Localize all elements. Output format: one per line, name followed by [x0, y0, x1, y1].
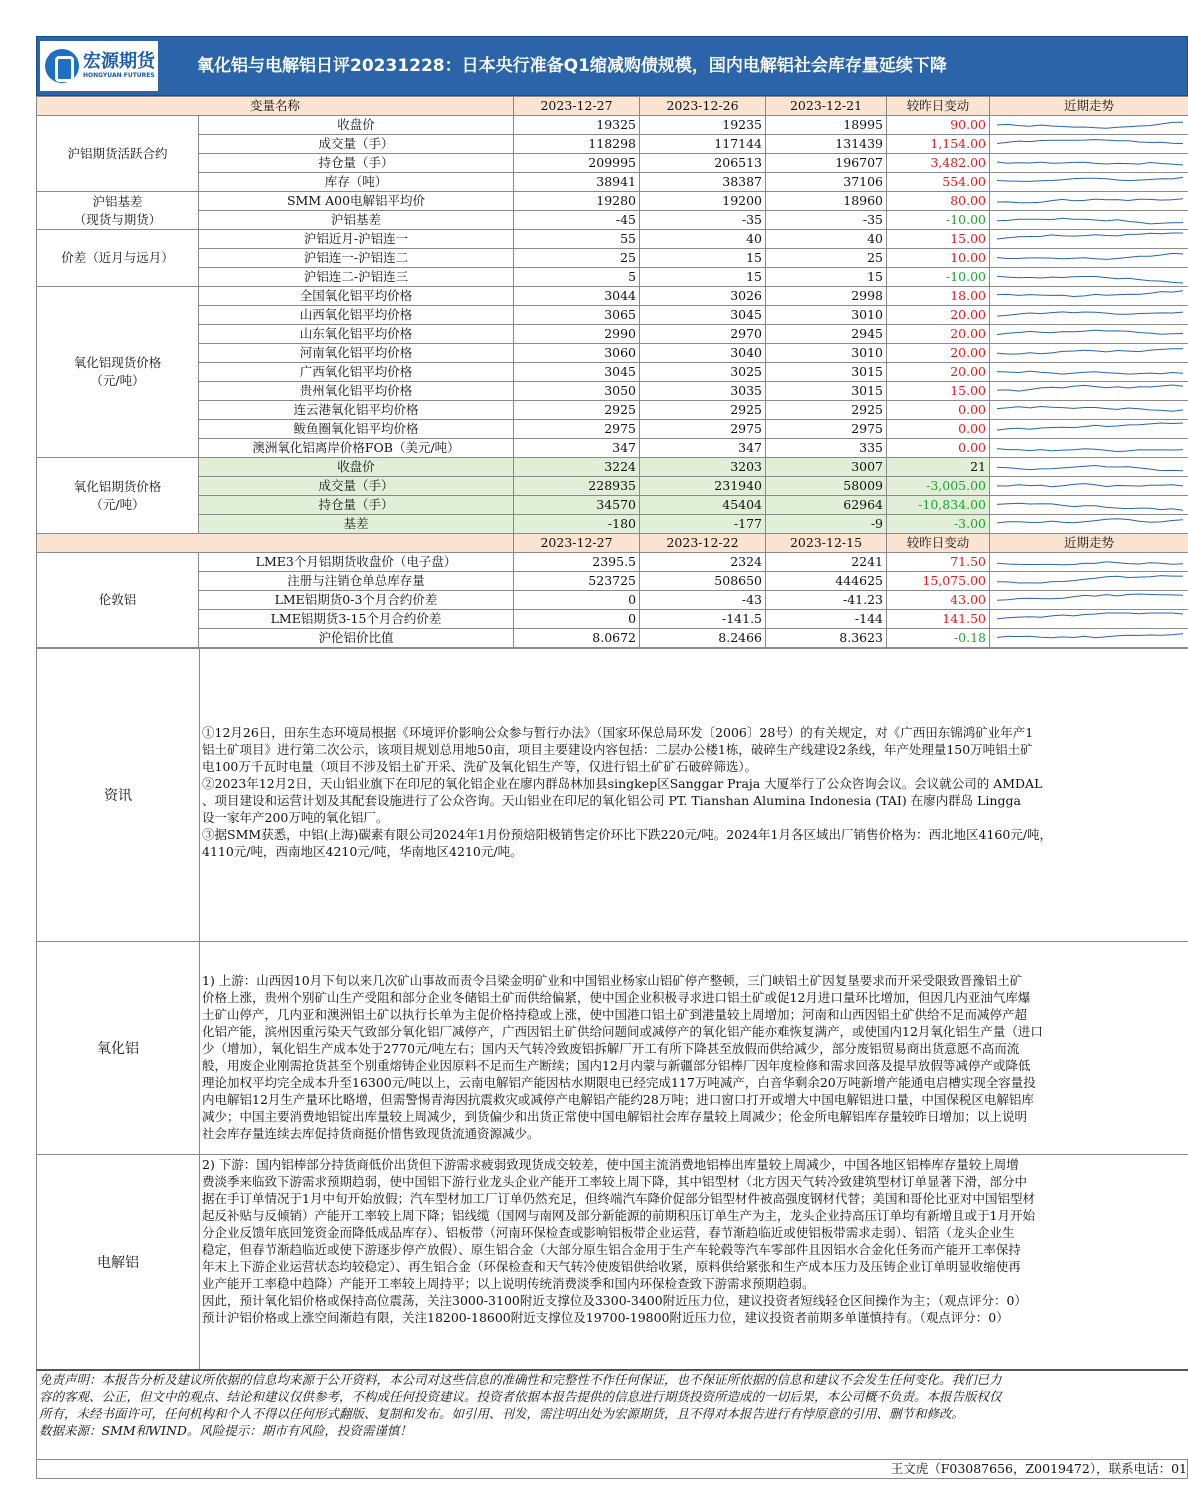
value-cell: 0: [514, 610, 640, 629]
news-text: ①12月26日，田东生态环境局根据《环境评价影响公众参与暂行办法》（国家环保总局环发〔2006〕28号）的有关规定，对《广西田东锦鸿矿业年产1 铝土矿项目》进行第二次公示，该项目规划总用地50亩，项目主要建设内容包括：二层办公楼1栋，破碎生产线建设2条线，年产处理量150万吨铝土矿 电100万千瓦时电量（项目不涉及铝土矿开采、洗矿及氧化铝生产等，仅进行铝土矿矿石破碎筛选）。 ②2023年12月2日，天山铝业旗下在印尼的氧化铝企业在廖内群岛林加县singkep区Sanggar Praja 大厦举行了公众咨询会议。会议就公司的 AMDAL 、项目建设和运营计划及其配套设施进行了公众咨询。天山铝业在印尼的氧化铝公司 PT. Tianshan Alumina Indonesia (TAI) 在廖内群岛 Lingga 设一家年产200万吨的氧化铝厂。 ③据SMM获悉，中铝(上海)碳素有限公司2024年1月份预焙阳极销售定价环比下跌220元/吨。2024年1月各区域出厂销售价格为：西北地区4160元/吨， 4110元/吨，西南地区4210元/吨，华南地区4210元/吨。: [202, 725, 1053, 859]
value-cell: -35: [640, 211, 766, 230]
value-cell: 55: [514, 230, 640, 249]
trend-sparkline: [993, 268, 1188, 286]
report-title: 氧化铝与电解铝日评20231228：日本央行准备Q1缩减购债规模，国内电解铝社会库存量延续下降: [197, 56, 947, 76]
value-cell: 38387: [640, 173, 766, 192]
table-row: [37, 306, 1188, 325]
row-label: 山西氧化铝平均价格: [199, 306, 514, 325]
value-cell: 3010: [766, 306, 887, 325]
alumina-text-box: [200, 942, 1188, 1154]
value-cell: 3025: [640, 363, 766, 382]
value-cell: 3015: [766, 363, 887, 382]
table-row: [37, 249, 1188, 268]
group-label: 价差（近月与远月）: [37, 230, 199, 287]
value-cell: 37106: [766, 173, 887, 192]
table-row: [37, 515, 1188, 534]
table-row: [37, 477, 1188, 496]
trend-cell: [990, 230, 1188, 249]
table-row: [37, 116, 1188, 135]
trend-cell: [990, 306, 1188, 325]
trend-sparkline: [993, 344, 1188, 362]
trend-line: [997, 594, 1183, 600]
change-cell: 554.00: [887, 173, 990, 192]
trend-cell: [990, 287, 1188, 306]
change-cell: 15.00: [887, 230, 990, 249]
group-label: 氧化铝期货价格 （元/吨）: [37, 458, 199, 534]
value-cell: 2990: [514, 325, 640, 344]
value-cell: -144: [766, 610, 887, 629]
disclaimer: 免责声明：本报告分析及建议所依据的信息均来源于公开资料，本公司对这些信息的准确性和完整性不作任何保证，也不保证所依据的信息和建议不会发生任何变化。我们已力 容的客观、公正，但文中的观点、结论和建议仅供参考，不构成任何投资建议。投资者依据本报告提供的信息进行期货投资所造成的一切后果，本公司概不负责。本报告版权仅 所有，未经书面许可，任何机构和个人不得以任何形式翻版、复制和发布。如引用、刊发，需注明出处为宏源期货，且不得对本报告进行有悖原意的引用、删节和修改。 数据来源：SMM和WIND。风险提示：期市有风险，投资需谨慎！: [36, 1369, 1188, 1460]
value-cell: 3026: [640, 287, 766, 306]
value-cell: 3044: [514, 287, 640, 306]
header-cell: 较昨日变动: [887, 534, 990, 553]
trend-sparkline: [993, 610, 1188, 628]
trend-cell: [990, 249, 1188, 268]
electrolytic-text: 2) 下游：国内铝棒部分持货商低价出货但下游需求疲弱致现货成交较差，使中国主流消费地铝棒出库量较上周减少，中国各地区铝棒库存量较上周增 费淡季来临致下游需求预期趋弱，使中国铝下游行业龙头企业产能开工率较上周下降，其中铝型材（北方因天气转冷致建筑型材订单显著下滑，部分中 据在手订单情况于1月中旬开始放假；汽车型材加工厂订单仍然充足，但终端汽车降价促部分铝型材件被高强度钢材代替；美国和哥伦比亚对中国铝型材 起反补贴与反倾销）产能开工率较上周下降；铝线缆（国网与南网及部分新能源的前期积压订单生产为主，龙头企业持高压订单均有新增且或于1月开始 分企业反馈年底回笼资金而降低成品库存）、铝板带（河南环保检查或影响铝板带企业运营，春节渐趋临近或使铝板带需求走弱）、铝箔（龙头企业生 稳定，但春节渐趋临近或使下游逐步停产放假）、原生铝合金（大部分原生铝合金用于生产车轮毂等汽车零部件且因铝水合金化任务而产能开工率保持 年末上下游企业运营状态均较稳定）、再生铝合金（环保检查和天气转冷使废铝供给收紧，原料供给紧张和生产成本压力及压铸企业订单明显收缩使再 业产能开工率稳中趋降）产能开工率较上周持平；以上说明传统消费淡季和国内环保检查致下游需求预期趋弱。 因此，预计氧化铝价格或保持高位震荡，关注3000-3100附近支撑位及3300-3400附近压力位，建议投资者短线轻仓区间操作为主；（观点评分：0） 预计沪铝价格或上涨空间渐趋有限，关注18200-18600附近支撑位及19700-19800附近压力位，建议投资者前期多单谨慎持有。（观点评分：0）: [202, 1157, 1035, 1325]
value-cell: -35: [766, 211, 887, 230]
value-cell: 444625: [766, 572, 887, 591]
row-label: 广西氧化铝平均价格: [199, 363, 514, 382]
row-label: 成交量（手）: [199, 477, 514, 496]
table-row: [37, 458, 1188, 477]
trend-sparkline: [993, 420, 1188, 438]
header-cell: 2023-12-26: [640, 97, 766, 116]
table-row: [37, 591, 1188, 610]
group-label: 伦敦铝: [37, 553, 199, 648]
value-cell: 3035: [640, 382, 766, 401]
electrolytic-text-box: [200, 1155, 1188, 1369]
trend-cell: [990, 268, 1188, 287]
value-cell: 2395.5: [514, 553, 640, 572]
trend-line: [997, 385, 1183, 391]
trend-cell: [990, 382, 1188, 401]
value-cell: -41.23: [766, 591, 887, 610]
trend-line: [997, 423, 1183, 430]
trend-sparkline: [993, 230, 1188, 248]
trend-sparkline: [993, 401, 1188, 419]
row-label: 成交量（手）: [199, 135, 514, 154]
header-cell: 较昨日变动: [887, 97, 990, 116]
value-cell: 34570: [514, 496, 640, 515]
analyst-signature: 王文虎（F03087656，Z0019472），联系电话：01: [36, 1460, 1188, 1479]
change-cell: -3.00: [887, 515, 990, 534]
row-label: 贵州氧化铝平均价格: [199, 382, 514, 401]
row-label: 连云港氧化铝平均价格: [199, 401, 514, 420]
change-cell: 0.00: [887, 420, 990, 439]
trend-sparkline: [993, 287, 1188, 305]
value-cell: 8.0672: [514, 629, 640, 648]
electrolytic-label: 电解铝: [37, 1155, 200, 1369]
change-cell: -10.00: [887, 211, 990, 230]
value-cell: 15: [640, 249, 766, 268]
trend-cell: [990, 572, 1188, 591]
trend-line: [997, 218, 1183, 224]
trend-cell: [990, 401, 1188, 420]
trend-line: [997, 449, 1183, 452]
trend-line: [997, 576, 1183, 583]
header-cell: 近期走势: [990, 97, 1188, 116]
trend-line: [997, 312, 1183, 316]
value-cell: -43: [640, 591, 766, 610]
trend-cell: [990, 496, 1188, 515]
trend-sparkline: [993, 116, 1188, 134]
change-cell: 0.00: [887, 401, 990, 420]
trend-cell: [990, 553, 1188, 572]
alumina-text: 1) 上游：山西因10月下旬以来几次矿山事故而责令吕梁金明矿业和中国铝业杨家山铝矿停产整顿，三门峡铝土矿因复垦要求而开采受限致晋豫铝土矿 价格上涨，贵州个别矿山生产受阻和部分企业冬储铝土矿而供给偏紧，使中国企业积极寻求进口铝土矿或促12月进口量环比增加，但因几内亚油气库爆 土矿山停产，几内亚和澳洲铝土矿以执行长单为主促价格持稳或上涨，使中国港口铝土矿到港量较上周增加；河南和山西因铝土矿供给不足而减停产超 化铝产能，滨州因重污染天气致部分氧化铝厂减停产，广西因铝土矿供给问题间或减停产的氧化铝产能亦难恢复满产，或使国内12月氧化铝生产量（进口 少（增加），氧化铝生产成本处于2770元/吨左右；国内天气转冷致废铝拆解厂开工有所下降甚至放假而供给减少，部分废铝贸易商出货意愿不高而流 般，用废企业刚需抢货甚至个别重熔铸企业因原料不足而生产断续；国内12月内蒙与新疆部分铝棒厂因年度检修和需求回落及提早放假等减停产或降低 理论加权平均完全成本升至16300元/吨以上，云南电解铝产能因枯水期限电已经完成117万吨减产，白音华剩余20万吨新增产能通电启槽实现全容量投 内电解铝12月生产量环比略增，但需警惕青海因抗震救灾或减停产电解铝产能约28万吨；进口窗口打开或增大中国电解铝进口量，中国保税区电解铝库 减少；中国主要消费地铝锭出库量较上周减少，到货偏少和出货正常使中国电解铝社会库存量较上周减少；伦金所电解铝库存量较昨日增加；以上说明 社会库存量连续去库促持货商挺价惜售致现货流通资源减少。: [202, 973, 1043, 1141]
row-label: 注册与注销仓单总库存量: [199, 572, 514, 591]
row-label: 基差: [199, 515, 514, 534]
trend-cell: [990, 173, 1188, 192]
price-table: [36, 96, 1188, 648]
trend-line: [997, 634, 1183, 638]
table-row: [37, 211, 1188, 230]
logo-name-en: HONGYUAN FUTURES: [83, 72, 155, 79]
trend-line: [997, 613, 1183, 619]
trend-line: [997, 276, 1183, 283]
row-label: 沪铝连二-沪铝连三: [199, 268, 514, 287]
value-cell: 231940: [640, 477, 766, 496]
trend-line: [997, 122, 1183, 128]
trend-cell: [990, 135, 1188, 154]
trend-cell: [990, 325, 1188, 344]
value-cell: 3045: [640, 306, 766, 325]
group-label: 沪铝期货活跃合约: [37, 116, 199, 192]
change-cell: 21: [887, 458, 990, 477]
row-label: LME铝期货0-3个月合约价差: [199, 591, 514, 610]
row-label: 沪伦铝价比值: [199, 629, 514, 648]
value-cell: 40: [640, 230, 766, 249]
trend-sparkline: [993, 496, 1188, 514]
value-cell: 2945: [766, 325, 887, 344]
value-cell: 508650: [640, 572, 766, 591]
trend-sparkline: [993, 629, 1188, 647]
trend-line: [997, 371, 1183, 374]
trend-cell: [990, 344, 1188, 363]
table-row: [37, 496, 1188, 515]
report-page: [36, 36, 1188, 1479]
row-label: 澳洲氧化铝离岸价格FOB（美元/吨）: [199, 439, 514, 458]
value-cell: 3040: [640, 344, 766, 363]
value-cell: -141.5: [640, 610, 766, 629]
row-label: 库存（吨）: [199, 173, 514, 192]
group-label: 氧化铝现货价格 （元/吨）: [37, 287, 199, 458]
table-row: [37, 192, 1188, 211]
change-cell: 3,482.00: [887, 154, 990, 173]
table-row: [37, 363, 1188, 382]
value-cell: -180: [514, 515, 640, 534]
report-header: [36, 36, 1188, 96]
change-cell: 15.00: [887, 382, 990, 401]
change-cell: 20.00: [887, 306, 990, 325]
table-row: [37, 173, 1188, 192]
row-label: 鲅鱼圈氧化铝平均价格: [199, 420, 514, 439]
trend-sparkline: [993, 135, 1188, 153]
table-row: [37, 344, 1188, 363]
row-label: 收盘价: [199, 458, 514, 477]
trend-line: [997, 562, 1183, 565]
logo-icon: [45, 49, 79, 83]
value-cell: 3065: [514, 306, 640, 325]
value-cell: 19200: [640, 192, 766, 211]
group-label: 沪铝基差 （现货与期货）: [37, 192, 199, 230]
row-label: 河南氧化铝平均价格: [199, 344, 514, 363]
value-cell: 2925: [640, 401, 766, 420]
value-cell: 19280: [514, 192, 640, 211]
trend-cell: [990, 515, 1188, 534]
table-row: [37, 135, 1188, 154]
change-cell: 15,075.00: [887, 572, 990, 591]
value-cell: 3224: [514, 458, 640, 477]
change-cell: 18.00: [887, 287, 990, 306]
row-label: 全国氧化铝平均价格: [199, 287, 514, 306]
trend-cell: [990, 458, 1188, 477]
value-cell: 40: [766, 230, 887, 249]
trend-sparkline: [993, 306, 1188, 324]
value-cell: 3007: [766, 458, 887, 477]
trend-line: [997, 503, 1183, 510]
header-cell: 2023-12-21: [766, 97, 887, 116]
row-label: LME3个月铝期货收盘价（电子盘）: [199, 553, 514, 572]
change-cell: -0.18: [887, 629, 990, 648]
news-section: [36, 648, 1188, 941]
trend-cell: [990, 116, 1188, 135]
change-cell: -10.00: [887, 268, 990, 287]
table-row: [37, 287, 1188, 306]
news-label: 资讯: [37, 649, 200, 941]
value-cell: 131439: [766, 135, 887, 154]
electrolytic-section: [36, 1154, 1188, 1369]
row-label: 沪铝近月-沪铝连一: [199, 230, 514, 249]
trend-line: [997, 233, 1183, 239]
value-cell: 3045: [514, 363, 640, 382]
row-label: LME铝期货3-15个月合约价差: [199, 610, 514, 629]
row-label: 沪铝基差: [199, 211, 514, 230]
trend-line: [997, 162, 1183, 165]
trend-line: [997, 349, 1183, 354]
change-cell: 141.50: [887, 610, 990, 629]
row-label: 山东氧化铝平均价格: [199, 325, 514, 344]
trend-sparkline: [993, 382, 1188, 400]
trend-sparkline: [993, 591, 1188, 609]
value-cell: 15: [640, 268, 766, 287]
trend-sparkline: [993, 553, 1188, 571]
value-cell: 18995: [766, 116, 887, 135]
row-label: 收盘价: [199, 116, 514, 135]
change-cell: 0.00: [887, 439, 990, 458]
value-cell: 0: [514, 591, 640, 610]
header-variable-name: 变量名称: [37, 97, 514, 116]
header-cell: 2023-12-15: [766, 534, 887, 553]
change-cell: 80.00: [887, 192, 990, 211]
table-row: [37, 325, 1188, 344]
trend-cell: [990, 629, 1188, 648]
change-cell: 71.50: [887, 553, 990, 572]
value-cell: 196707: [766, 154, 887, 173]
value-cell: 2998: [766, 287, 887, 306]
alumina-label: 氧化铝: [37, 942, 200, 1154]
value-cell: 347: [640, 439, 766, 458]
table-row: [37, 553, 1188, 572]
table-row: [37, 420, 1188, 439]
value-cell: 2925: [766, 401, 887, 420]
value-cell: 18960: [766, 192, 887, 211]
value-cell: 2324: [640, 553, 766, 572]
trend-cell: [990, 363, 1188, 382]
table-row: [37, 268, 1188, 287]
trend-sparkline: [993, 192, 1188, 210]
value-cell: 2975: [766, 420, 887, 439]
value-cell: 58009: [766, 477, 887, 496]
change-cell: 43.00: [887, 591, 990, 610]
header-cell: 2023-12-27: [514, 534, 640, 553]
value-cell: 118298: [514, 135, 640, 154]
value-cell: 523725: [514, 572, 640, 591]
value-cell: 209995: [514, 154, 640, 173]
trend-sparkline: [993, 173, 1188, 191]
alumina-section: [36, 941, 1188, 1154]
value-cell: 3060: [514, 344, 640, 363]
value-cell: 3015: [766, 382, 887, 401]
trend-cell: [990, 192, 1188, 211]
row-label: 持仓量（手）: [199, 496, 514, 515]
value-cell: 2975: [514, 420, 640, 439]
change-cell: 1,154.00: [887, 135, 990, 154]
logo-name-cn: 宏源期货: [83, 51, 155, 72]
trend-line: [997, 291, 1183, 297]
trend-line: [997, 177, 1183, 181]
table-row: [37, 401, 1188, 420]
table1-header-row: [37, 97, 1188, 116]
value-cell: 117144: [640, 135, 766, 154]
trend-line: [997, 140, 1183, 144]
value-cell: 25: [514, 249, 640, 268]
trend-line: [997, 519, 1183, 523]
trend-cell: [990, 211, 1188, 230]
change-cell: 10.00: [887, 249, 990, 268]
header-cell: 2023-12-27: [514, 97, 640, 116]
value-cell: 347: [514, 439, 640, 458]
value-cell: -177: [640, 515, 766, 534]
change-cell: 90.00: [887, 116, 990, 135]
trend-line: [997, 253, 1183, 259]
row-label: SMM A00电解铝平均价: [199, 192, 514, 211]
trend-sparkline: [993, 515, 1188, 533]
value-cell: 8.3623: [766, 629, 887, 648]
trend-sparkline: [993, 325, 1188, 343]
value-cell: 8.2466: [640, 629, 766, 648]
value-cell: 15: [766, 268, 887, 287]
value-cell: 25: [766, 249, 887, 268]
value-cell: 2970: [640, 325, 766, 344]
trend-cell: [990, 610, 1188, 629]
value-cell: 3010: [766, 344, 887, 363]
value-cell: 19235: [640, 116, 766, 135]
company-logo: [40, 41, 158, 91]
value-cell: 62964: [766, 496, 887, 515]
trend-sparkline: [993, 363, 1188, 381]
value-cell: -9: [766, 515, 887, 534]
trend-sparkline: [993, 211, 1188, 229]
trend-cell: [990, 591, 1188, 610]
trend-sparkline: [993, 477, 1188, 495]
trend-sparkline: [993, 458, 1188, 476]
table2-header-row: [37, 534, 1188, 553]
table-row: [37, 230, 1188, 249]
value-cell: 206513: [640, 154, 766, 173]
table-row: [37, 382, 1188, 401]
value-cell: 2975: [640, 420, 766, 439]
table-row: [37, 154, 1188, 173]
trend-sparkline: [993, 249, 1188, 267]
value-cell: -45: [514, 211, 640, 230]
trend-cell: [990, 477, 1188, 496]
trend-cell: [990, 439, 1188, 458]
header-variable-name: [37, 534, 514, 553]
value-cell: 2241: [766, 553, 887, 572]
trend-line: [997, 407, 1183, 412]
trend-cell: [990, 420, 1188, 439]
row-label: 持仓量（手）: [199, 154, 514, 173]
trend-sparkline: [993, 572, 1188, 590]
change-cell: -3,005.00: [887, 477, 990, 496]
header-cell: 2023-12-22: [640, 534, 766, 553]
value-cell: 2925: [514, 401, 640, 420]
value-cell: 19325: [514, 116, 640, 135]
trend-sparkline: [993, 154, 1188, 172]
header-cell: 近期走势: [990, 534, 1188, 553]
trend-line: [997, 484, 1183, 487]
value-cell: 3050: [514, 382, 640, 401]
value-cell: 228935: [514, 477, 640, 496]
value-cell: 38941: [514, 173, 640, 192]
trend-line: [997, 199, 1183, 203]
row-label: 沪铝连一-沪铝连二: [199, 249, 514, 268]
change-cell: 20.00: [887, 344, 990, 363]
trend-line: [997, 330, 1183, 335]
value-cell: 335: [766, 439, 887, 458]
trend-line: [997, 466, 1183, 471]
news-text-box: [200, 649, 1188, 941]
change-cell: 20.00: [887, 363, 990, 382]
trend-cell: [990, 154, 1188, 173]
value-cell: 3203: [640, 458, 766, 477]
table-row: [37, 629, 1188, 648]
value-cell: 5: [514, 268, 640, 287]
value-cell: 45404: [640, 496, 766, 515]
trend-sparkline: [993, 439, 1188, 457]
table-row: [37, 610, 1188, 629]
table-row: [37, 439, 1188, 458]
change-cell: 20.00: [887, 325, 990, 344]
table-row: [37, 572, 1188, 591]
change-cell: -10,834.00: [887, 496, 990, 515]
